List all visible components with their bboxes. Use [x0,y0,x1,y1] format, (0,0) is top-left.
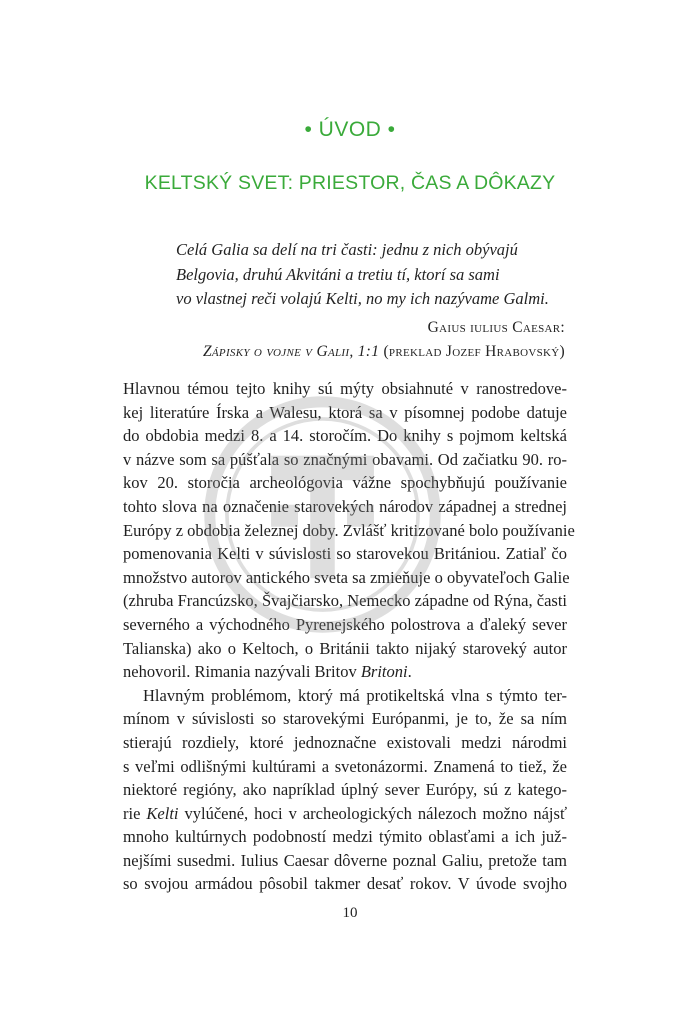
text-line: (zhruba Francúzsko, Švajčiarsko, Nemecko západne od Rýna, časti [123,591,567,611]
motto-line: vo vlastnej reči volajú Kelti, no my ich nazývame Galmi. [176,289,549,308]
italic-term: Kelti [146,803,179,823]
text-line: kej literatúre Írska a Walesu, ktorá sa v písomnej podobe datuje [123,402,567,422]
page-number: 10 [342,905,358,921]
text-run: . [407,662,412,682]
text-line: niektoré regióny, ako napríklad úplný sever Európy, sú z katego- [123,780,567,800]
text-line: v názve som sa púšťala so značnými obavami. Od začiatku 90. ro- [123,449,567,469]
attribution-author: Gaius iulius Caesar: [427,319,565,336]
text-line: so svojou armádou pôsobil takmer desať rokov. V úvode svojho [123,874,567,894]
text-run: vylúčené, hoci v archeologických nálezoch možno nájsť [178,803,567,823]
text-line: množstvo autorov antického sveta sa zmieňuje o obyvateľoch Galie [123,567,570,587]
text-line: Hlavnou témou tejto knihy sú mýty obsiahnuté v ranostredove- [123,379,567,398]
paragraph-1 [123,377,575,684]
text-line: s veľmi odlišnými kultúrami a svetonázormi. Znamená to tiež, že [123,756,567,776]
text-line: mnoho kultúrnych podobností medzi týmito oblasťami a ich juž- [123,827,567,847]
chapter-label: • ÚVOD • [304,118,396,141]
text-line: pomenovania Kelti v súvislosti so starovekou Britániou. Zatiaľ čo [123,544,567,564]
attribution-work [203,340,565,364]
body-text [123,377,575,896]
text-line: nejšími susedmi. Iulius Caesar dôverne poznal Galiu, pretože tam [123,850,567,870]
attribution-work-title: Zápisky o vojne v Galii, 1:1 [202,343,380,360]
text-line: Európy z obdobia železnej doby. Zvlášť kritizované bolo používanie [123,520,575,540]
text-line: do obdobia medzi 8. a 14. storočím. Do knihy s pojmom keltská [123,426,567,446]
text-line: Hlavným problémom, ktorý má protikeltská vlna s týmto ter- [143,685,567,705]
text-line: mínom v súvislosti so starovekými Európanmi, je to, že sa ním [123,709,567,729]
motto-attribution [203,316,565,364]
text-line: tohto slova na označenie starovekých národov západnej a strednej [123,496,567,516]
text-run: nehovoril. Rimania nazývali Britov [123,662,361,682]
text-run: rie [123,803,147,823]
text-line [123,660,567,684]
motto-line: Celá Galia sa delí na tri časti: jednu z nich obývajú [176,240,518,259]
text-line [123,802,567,826]
text-line: Talianska) ako o Keltoch, o Británii takto nijaký staroveký autor [123,638,567,658]
italic-term: Britoni [360,662,408,682]
attribution-work-note: (preklad Jozef Hrabovský) [379,343,565,360]
motto-quote [176,238,596,312]
text-line: kov 20. storočia archeológovia vážne spochybňujú používanie [123,473,567,493]
text-line: severného a východného Pyrenejského polostrova a ďaleký sever [123,614,567,634]
motto-line: Belgovia, druhú Akvitáni a tretiu tí, ktorí sa sami [176,264,500,284]
chapter-title: KELTSKÝ SVET: PRIESTOR, ČAS A DÔKAZY [144,172,556,194]
paragraph-2 [123,684,567,896]
text-line: stierajú rozdiely, ktoré jednoznačne existovali medzi národmi [123,732,567,752]
